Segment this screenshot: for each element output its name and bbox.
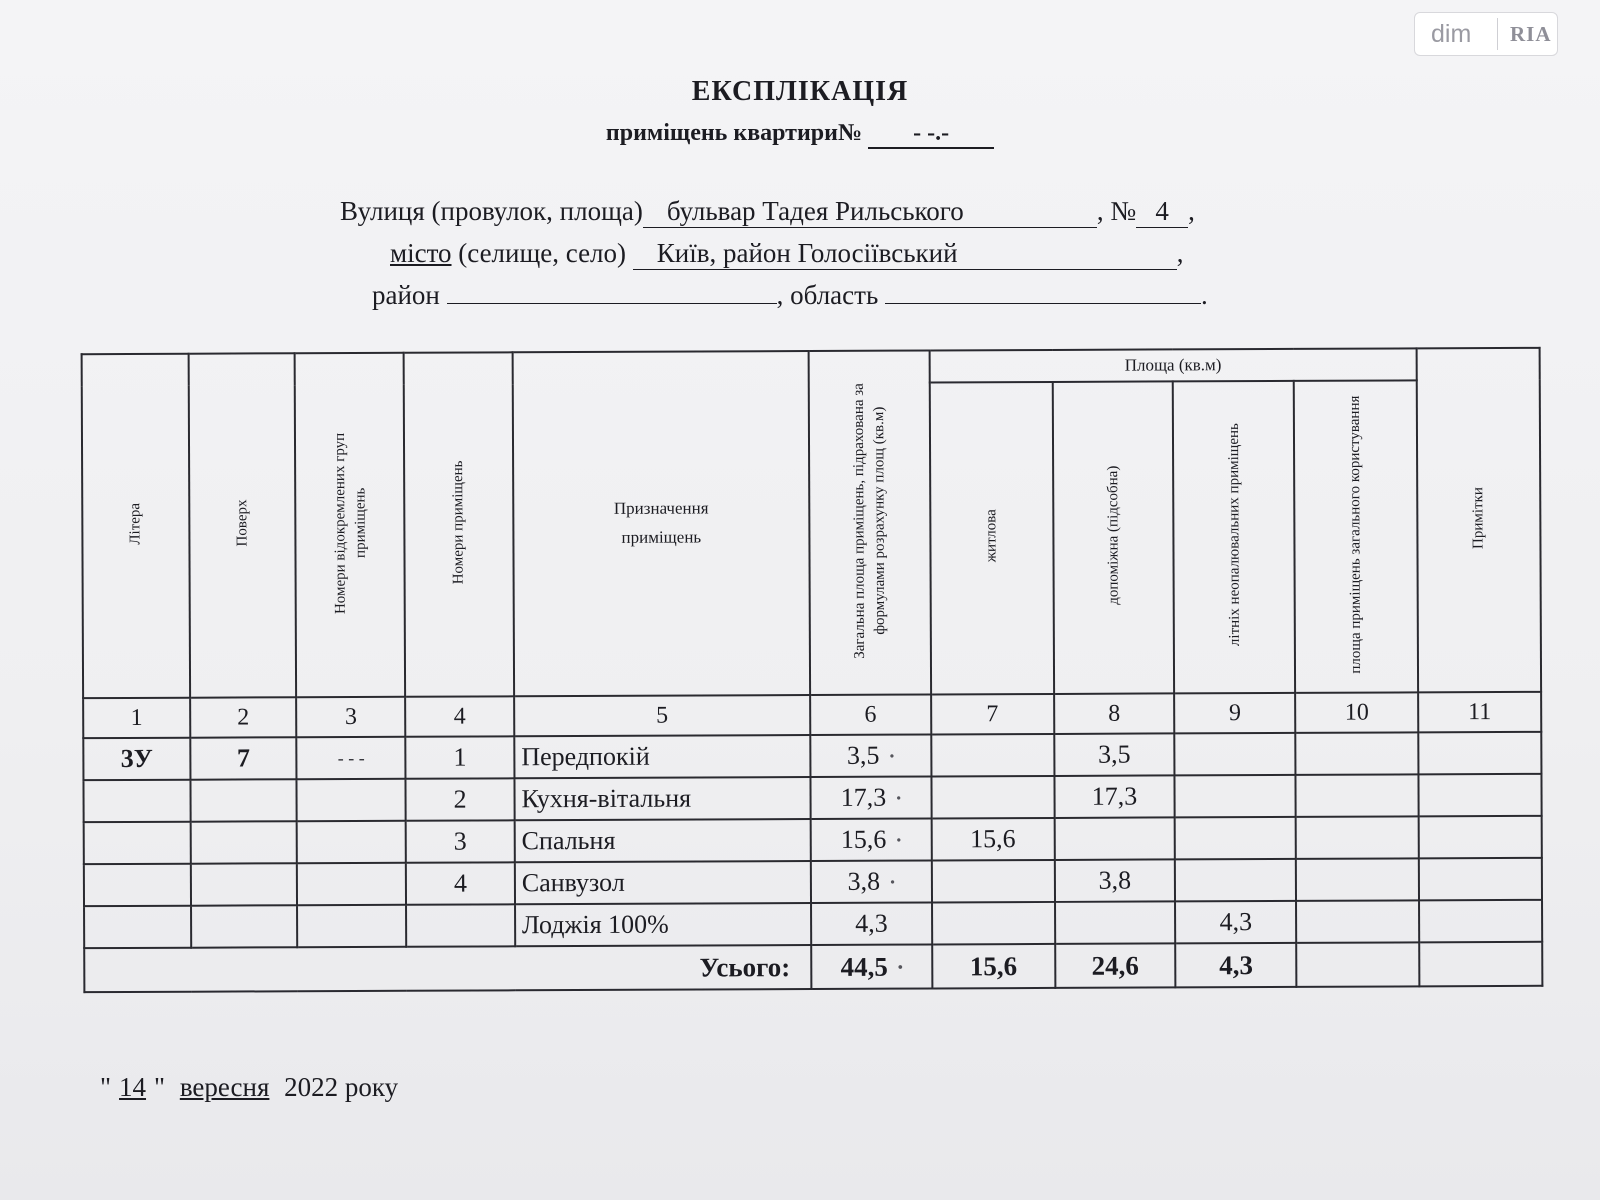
cell-room: [406, 904, 515, 946]
cell-floor: [191, 905, 298, 947]
header-total-area: Загальна площа приміщень, підрахована за формулами розрахунку площ (кв.м): [809, 350, 931, 695]
watermark-ria-logo: RIA: [1510, 21, 1552, 46]
line2-comma: ,: [1176, 238, 1184, 268]
total-auxiliary: 24,6: [1055, 943, 1176, 988]
cell-auxiliary: 17,3: [1054, 775, 1175, 818]
cell-litera: [84, 864, 191, 906]
col-num: 2: [190, 697, 297, 737]
col-num: 6: [810, 694, 931, 735]
col-num: 11: [1418, 692, 1541, 733]
header-area-group: Площа (кв.м): [929, 348, 1416, 382]
cell-litera: [84, 822, 191, 864]
date-quote-close: ": [154, 1072, 166, 1102]
cell-notes: [1419, 816, 1542, 859]
table-row: [83, 732, 1541, 780]
date-month: вересня: [179, 1072, 270, 1102]
city-label-rest: (селище, село): [451, 238, 627, 268]
check-mark-icon: •: [889, 749, 895, 765]
cell-purpose: Спальня: [515, 819, 811, 862]
col-num: 1: [83, 698, 190, 738]
cell-auxiliary: [1054, 817, 1175, 860]
cell-group: [297, 863, 406, 905]
check-mark-icon: •: [896, 791, 902, 807]
cell-living: [932, 860, 1055, 903]
cell-living: [931, 776, 1054, 819]
cell-notes: [1419, 900, 1542, 943]
header-room-groups: Номери відокремлених груп приміщень: [295, 353, 405, 697]
cell-notes: [1418, 732, 1541, 775]
street-value: бульвар Тадея Рильського: [643, 196, 1097, 228]
cell-purpose: Лоджія 100%: [515, 903, 811, 946]
total-summer: 4,3: [1176, 943, 1297, 988]
cell-notes: [1418, 774, 1541, 817]
total-living: 15,6: [932, 944, 1055, 989]
cell-summer: 4,3: [1175, 901, 1296, 944]
check-mark-icon: •: [890, 875, 895, 891]
total-area: 44,5 •: [811, 944, 932, 989]
header-common: площа приміщень загального користування: [1294, 380, 1418, 693]
district-value: [447, 303, 777, 304]
district-label: район: [372, 280, 440, 310]
column-number-row: [83, 692, 1541, 738]
watermark-dim-text: dim: [1431, 19, 1472, 48]
col-num: 3: [297, 697, 406, 737]
cell-floor: 7: [190, 737, 297, 779]
cell-litera: [84, 906, 191, 948]
cell-litera: 3У: [83, 738, 190, 780]
cell-total: 3,8 •: [811, 860, 932, 903]
line1-comma: ,: [1188, 196, 1195, 226]
cell-summer: [1175, 775, 1296, 818]
total-row: [84, 942, 1542, 992]
cell-total: 3,5 •: [810, 734, 931, 777]
cell-auxiliary: 3,5: [1054, 733, 1175, 776]
cell-floor: [191, 863, 298, 905]
document-subtitle: [0, 120, 1600, 149]
city-label-underlined: місто: [390, 238, 452, 268]
number-label: , №: [1096, 196, 1137, 226]
header-notes: Примітки: [1417, 348, 1541, 693]
cell-living: [931, 734, 1054, 777]
col-num: 5: [514, 695, 810, 736]
total-label: Усього:: [84, 945, 811, 992]
header-purpose: Призначення приміщень: [513, 351, 811, 696]
col-num: 4: [405, 696, 514, 736]
district-line: [372, 280, 1208, 311]
col-num: 9: [1174, 693, 1295, 734]
header-summer: літніх неопалювальних приміщень: [1173, 381, 1295, 694]
date-year: 2022 року: [284, 1072, 399, 1102]
col-num: 8: [1054, 693, 1175, 734]
cell-purpose: Кухня-вітальня: [514, 777, 810, 820]
subtitle-label: приміщень квартири№: [605, 120, 863, 146]
header-litera: Літера: [82, 354, 190, 698]
cell-living: 15,6: [931, 818, 1054, 861]
cell-auxiliary: [1055, 901, 1176, 944]
header-auxiliary: допоміжна (підсобна): [1052, 381, 1174, 694]
col-num: 10: [1295, 692, 1418, 733]
region-value: [885, 303, 1201, 304]
cell-total: 17,3 •: [810, 776, 931, 819]
total-common: [1296, 942, 1419, 987]
cell-group: [297, 905, 406, 947]
cell-purpose: Санвузол: [515, 861, 811, 904]
building-number: 4: [1136, 196, 1188, 228]
cell-room: 3: [406, 820, 515, 862]
cell-common: [1296, 858, 1419, 901]
cell-summer: [1175, 859, 1296, 902]
col-num: 7: [931, 694, 1054, 735]
cell-room: 2: [406, 778, 515, 820]
cell-floor: [190, 779, 297, 821]
cell-summer: [1175, 733, 1296, 776]
check-mark-icon: •: [897, 960, 903, 976]
date-quote-open: ": [100, 1072, 112, 1102]
table-row: [84, 858, 1542, 906]
cell-common: [1295, 732, 1418, 775]
document-date: [100, 1072, 398, 1103]
date-day: 14: [119, 1072, 147, 1102]
line3-period: .: [1201, 280, 1208, 310]
cell-litera: [83, 780, 190, 822]
cell-common: [1296, 900, 1419, 943]
check-mark-icon: •: [896, 833, 902, 849]
cell-group: - - -: [297, 737, 406, 779]
total-notes: [1419, 942, 1542, 987]
cell-notes: [1419, 858, 1542, 901]
cell-auxiliary: 3,8: [1054, 859, 1175, 902]
table-row: [84, 816, 1542, 864]
document-title: ЕКСПЛІКАЦІЯ: [691, 76, 909, 107]
cell-room: 1: [405, 736, 514, 778]
table-row: [84, 900, 1542, 948]
cell-summer: [1175, 817, 1296, 860]
city-line: [390, 238, 1184, 270]
header-floor: Поверх: [188, 353, 296, 697]
table-row: [83, 774, 1541, 822]
cell-common: [1296, 774, 1419, 817]
explication-table: [81, 347, 1544, 993]
cell-total: 4,3: [811, 902, 932, 945]
cell-room: 4: [406, 862, 515, 904]
header-room-numbers: Номери приміщень: [404, 352, 514, 696]
header-living: житлова: [929, 382, 1053, 695]
cell-purpose: Передпокій: [514, 735, 810, 778]
cell-living: [932, 902, 1055, 945]
city-value: Київ, район Голосіївський: [633, 238, 1177, 270]
street-label: Вулиця (провулок, площа): [340, 196, 643, 226]
cell-total: 15,6 •: [811, 818, 932, 861]
cell-floor: [190, 821, 297, 863]
dimria-watermark: [1414, 12, 1558, 56]
apartment-number: - -.-: [868, 120, 994, 149]
cell-common: [1296, 816, 1419, 859]
street-line: [340, 196, 1195, 228]
region-label: , область: [776, 280, 879, 310]
cell-group: [297, 779, 406, 821]
cell-group: [297, 821, 406, 863]
